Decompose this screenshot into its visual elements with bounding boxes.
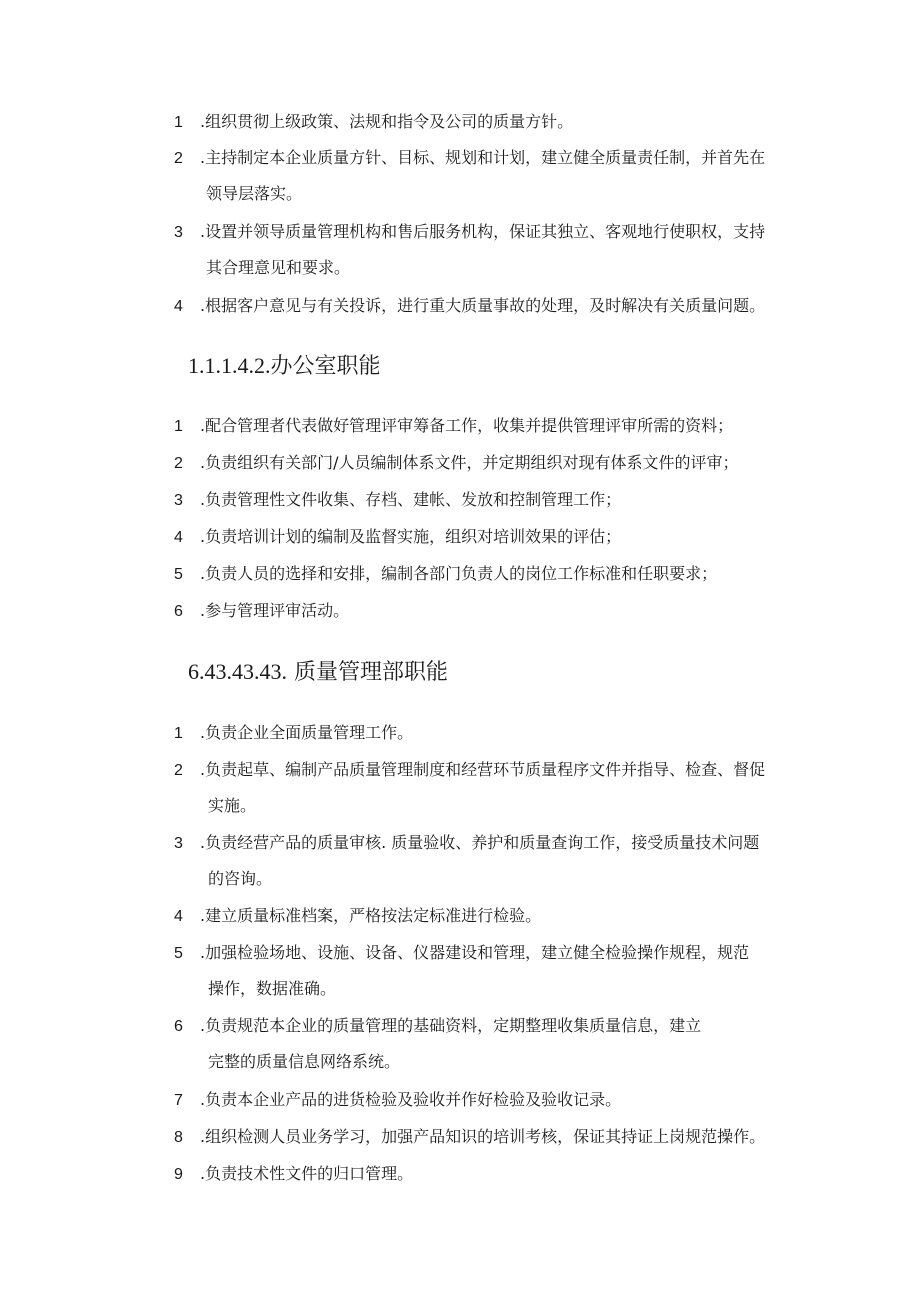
list-item (174, 593, 349, 630)
item-number: 6 (174, 603, 183, 620)
item-number: 8 (174, 1129, 183, 1146)
heading-number: 1.1.1.4.2. (188, 353, 271, 378)
item-number: 6 (174, 1018, 183, 1035)
list-item (174, 1156, 413, 1193)
list-item (174, 445, 738, 482)
item-text: .建立质量标准档案，严格按法定标准进行检验。 (200, 906, 542, 925)
item-number: 1 (174, 114, 183, 131)
item-text: .负责组织有关部门/人员编制体系文件，并定期组织对现有体系文件的评审； (200, 453, 739, 472)
item-number: 2 (174, 762, 183, 779)
list-item (174, 408, 733, 445)
item-number: 3 (174, 492, 183, 509)
list-item (174, 898, 541, 935)
item-text: .负责技术性文件的归口管理。 (200, 1164, 414, 1183)
item-text: .负责经营产品的质量审核. 质量验收、养护和质量查询工作，接受质量技术问题 (200, 833, 760, 852)
item-text: .负责人员的选择和安排，编制各部门负责人的岗位工作标准和任职要求； (200, 564, 718, 583)
item-text: .负责管理性文件收集、存档、建帐、发放和控制管理工作； (200, 490, 622, 509)
heading-text: 办公室职能 (270, 354, 381, 379)
heading-number: 6.43.43.43. (188, 659, 287, 684)
item-text: .参与管理评审活动。 (200, 601, 350, 620)
item-continuation: 完整的质量信息网络系统。 (208, 1052, 401, 1071)
list-item (174, 214, 765, 251)
item-text: .负责起草、编制产品质量管理制度和经营环节质量程序文件并指导、检查、督促 (200, 760, 766, 779)
item-number: 3 (174, 835, 183, 852)
item-text: .负责规范本企业的质量管理的基础资料，定期整理收集质量信息，建立 (200, 1016, 702, 1035)
list-item (174, 140, 765, 177)
item-text: .加强检验场地、设施、设备、仪器建设和管理，建立健全检验操作规程，规范 (200, 943, 750, 962)
list-item (174, 1008, 701, 1045)
item-number: 1 (174, 725, 183, 742)
item-number: 4 (174, 298, 183, 315)
item-continuation: 领导层落实。 (206, 184, 303, 203)
item-text: .配合管理者代表做好管理评审筹备工作，收集并提供管理评审所需的资料； (200, 416, 734, 435)
item-number: 7 (174, 1092, 183, 1109)
list-item (174, 1082, 621, 1119)
list-item (174, 715, 413, 752)
item-continuation: 的咨询。 (208, 869, 273, 888)
item-continuation: 实施。 (208, 796, 257, 815)
item-text: .负责培训计划的编制及监督实施，组织对培训效果的评估； (200, 527, 622, 546)
heading-text: 质量管理部职能 (287, 660, 448, 685)
list-item (174, 288, 765, 325)
item-text: .主持制定本企业质量方针、目标、规划和计划，建立健全质量责任制，并首先在 (200, 148, 766, 167)
list-item (174, 482, 621, 519)
list-item (174, 556, 717, 593)
item-continuation: 操作，数据准确。 (208, 979, 337, 998)
list-item (174, 935, 749, 972)
item-number: 5 (174, 566, 183, 583)
list-item (174, 825, 759, 862)
list-item (174, 519, 621, 556)
list-item (174, 104, 573, 141)
section-heading (188, 652, 448, 693)
item-number: 9 (174, 1166, 183, 1183)
list-item (174, 752, 765, 789)
item-continuation: 其合理意见和要求。 (206, 258, 351, 277)
item-number: 4 (174, 908, 183, 925)
section-heading (188, 346, 381, 387)
item-number: 1 (174, 418, 183, 435)
item-number: 3 (174, 224, 183, 241)
item-text: .设置并领导质量管理机构和售后服务机构，保证其独立、客观地行使职权，支持 (200, 222, 766, 241)
item-number: 4 (174, 529, 183, 546)
item-number: 5 (174, 945, 183, 962)
list-item (174, 1119, 765, 1156)
item-text: .组织贯彻上级政策、法规和指令及公司的质量方针。 (200, 112, 574, 131)
item-number: 2 (174, 455, 183, 472)
item-number: 2 (174, 150, 183, 167)
item-text: .组织检测人员业务学习，加强产品知识的培训考核，保证其持证上岗规范操作。 (200, 1127, 766, 1146)
item-text: .根据客户意见与有关投诉，进行重大质量事故的处理，及时解决有关质量问题。 (200, 296, 766, 315)
item-text: .负责本企业产品的进货检验及验收并作好检验及验收记录。 (200, 1090, 622, 1109)
item-text: .负责企业全面质量管理工作。 (200, 723, 414, 742)
